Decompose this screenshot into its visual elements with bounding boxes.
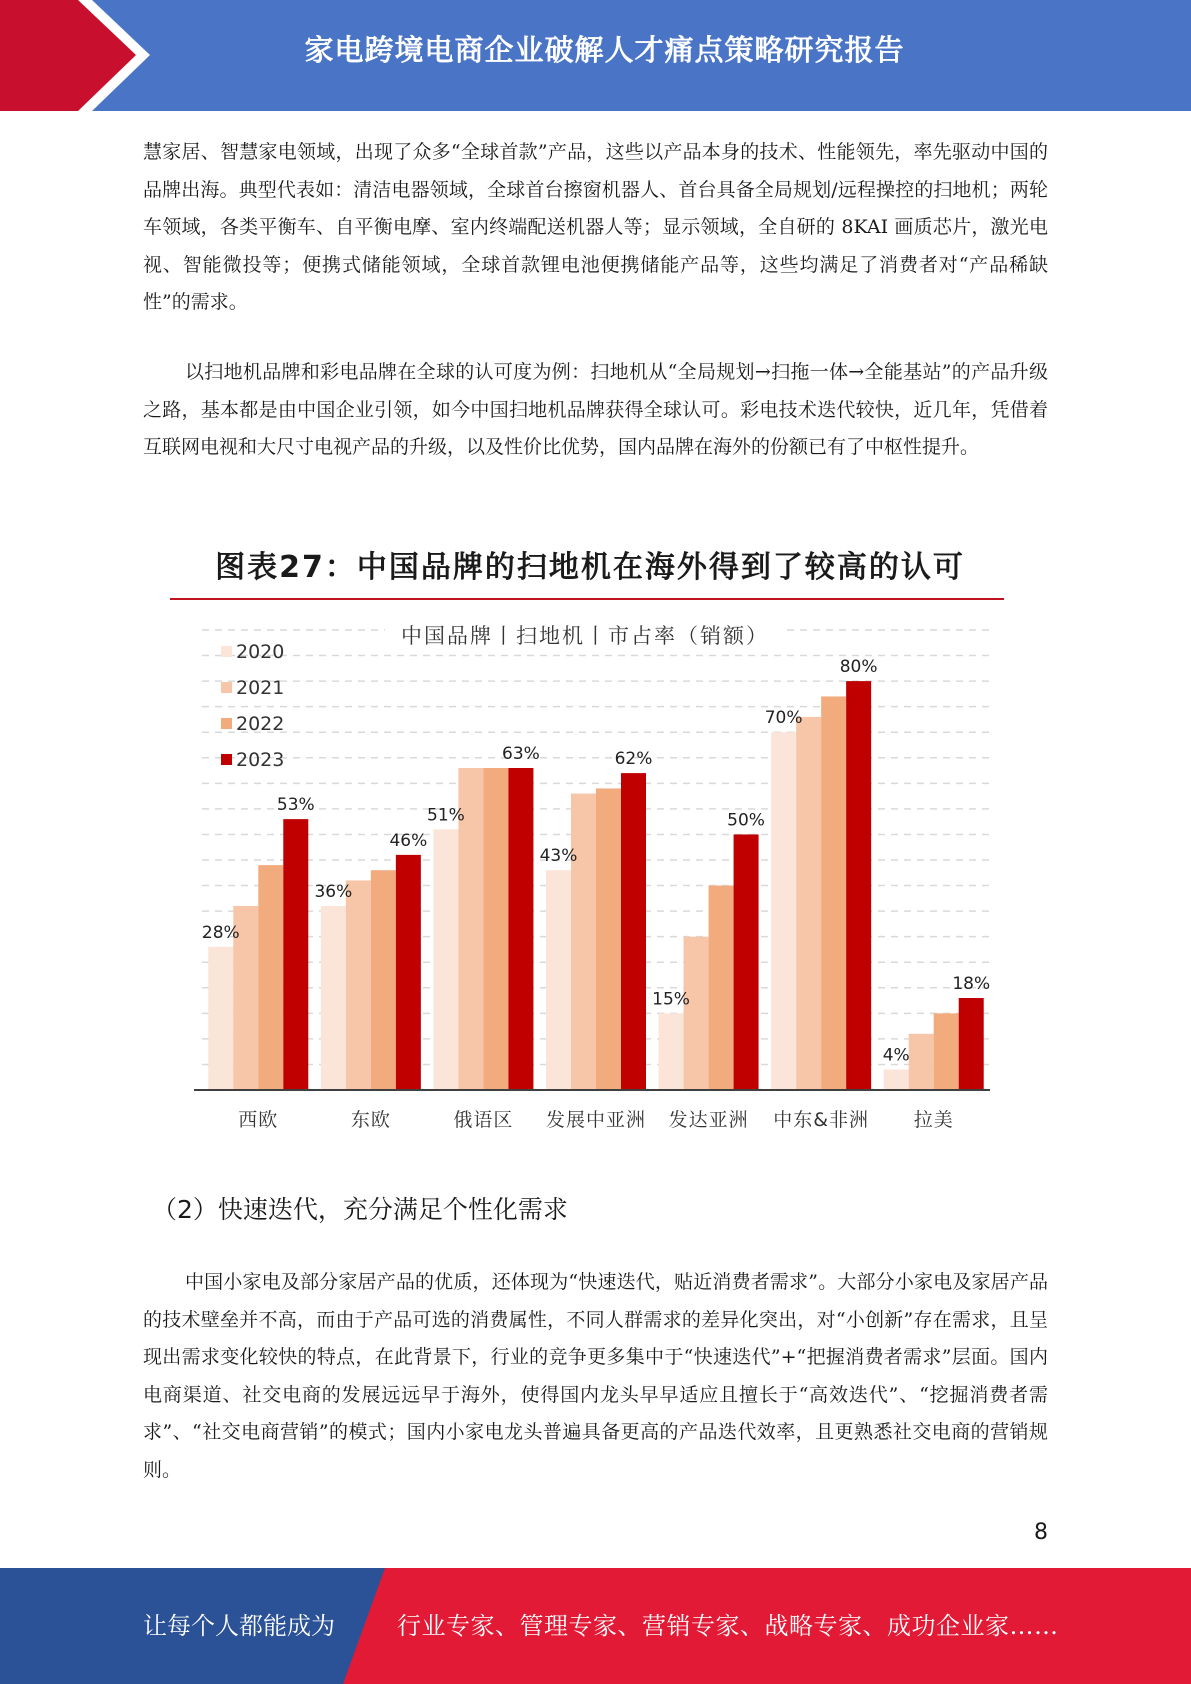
legend-label: 2023 xyxy=(236,749,285,771)
bar-2021 xyxy=(346,880,371,1090)
bar-2020 xyxy=(433,829,458,1090)
bar-2020 xyxy=(771,732,796,1090)
bar-2023 xyxy=(621,773,646,1090)
page-footer xyxy=(0,1568,1191,1684)
data-label: 18% xyxy=(952,974,991,994)
figure-title: 图表27：中国品牌的扫地机在海外得到了较高的认可 xyxy=(215,550,965,585)
x-tick-label: 中东&非洲 xyxy=(773,1109,870,1131)
bar-2020 xyxy=(208,947,233,1090)
bar-2023 xyxy=(846,681,871,1090)
data-label: 46% xyxy=(389,830,428,851)
market-share-bar-chart xyxy=(170,610,1010,1150)
bar-2022 xyxy=(483,768,508,1090)
bar-2022 xyxy=(821,696,846,1090)
legend-swatch xyxy=(221,646,232,657)
paragraph-3: 中国小家电及部分家居产品的优质，还体现为“快速迭代，贴近消费者需求”。大部分小家电及家居产品的技术壁垒并不高，而由于产品可选的消费属性，不同人群需求的差异化突出，对“小创新”存在需求，且呈现出需求变化较快的特点，在此背景下，行业的竞争更多集中于“快速迭代”+“把握消费者需求”层面。国内电商渠道、社交电商的发展远远早于海外，使得国内龙头早早适应且擅长于“高效迭代”、“挖掘消费者需求”、“社交电商营销”的模式；国内小家电龙头普遍具备更高的产品迭代效率，且更熟悉社交电商的营销规则。 xyxy=(143,1271,1048,1481)
data-label: 80% xyxy=(839,657,878,678)
data-label: 4% xyxy=(882,1045,910,1066)
footer-slogan-right: 行业专家、管理专家、营销专家、战略专家、成功企业家…… xyxy=(397,1612,1059,1640)
page-header xyxy=(0,0,1191,111)
bar-2020 xyxy=(321,906,346,1090)
page-number: 8 xyxy=(1034,1520,1048,1545)
figure-title-rule xyxy=(170,598,1004,600)
chart-title: 中国品牌丨扫地机丨市占率（销额） xyxy=(401,624,769,648)
bar-2022 xyxy=(371,870,396,1090)
paragraph-1: 慧家居、智慧家电领域，出现了众多“全球首款”产品，这些以产品本身的技术、性能领先，率先驱动中国的品牌出海。典型代表如：清洁电器领域，全球首台擦窗机器人、首台具备全局规划/远程操控的扫地机；两轮车领域，各类平衡车、自平衡电摩、室内终端配送机器人等；显示领域，全自研的 8KAI 画质芯片，激光电视、智能微投等；便携式储能领域，全球首款锂电池便携储能产品等，这些均满足了消费者对“产品稀缺性”的需求。 xyxy=(143,141,1048,314)
bar-2022 xyxy=(258,865,283,1090)
legend-swatch xyxy=(221,682,232,693)
x-tick-label: 拉美 xyxy=(913,1109,954,1131)
legend-swatch xyxy=(221,754,232,765)
legend-swatch xyxy=(221,718,232,729)
legend-label: 2022 xyxy=(236,713,285,735)
bar-2023 xyxy=(396,855,421,1090)
legend-label: 2021 xyxy=(236,677,285,699)
paragraph-2: 以扫地机品牌和彩电品牌在全球的认可度为例：扫地机从“全局规划→扫拖一体→全能基站”的产品升级之路，基本都是由中国企业引领，如今中国扫地机品牌获得全球认可。彩电技术迭代较快，近几年，凭借着互联网电视和大尺寸电视产品的升级，以及性价比优势，国内品牌在海外的份额已有了中枢性提升。 xyxy=(143,361,1048,459)
legend-label: 2020 xyxy=(236,641,285,663)
bar-2022 xyxy=(596,788,621,1090)
x-tick-label: 俄语区 xyxy=(453,1109,514,1131)
bar-2023 xyxy=(734,834,759,1090)
bar-2020 xyxy=(659,1013,684,1090)
data-label: 63% xyxy=(502,744,540,764)
footer-slogan-left: 让每个人都能成为 xyxy=(143,1612,335,1640)
bar-2023 xyxy=(283,819,308,1090)
bar-2022 xyxy=(934,1013,959,1090)
data-label: 28% xyxy=(201,922,240,943)
x-tick-label: 东欧 xyxy=(350,1109,391,1131)
data-label: 53% xyxy=(276,795,315,816)
data-label: 51% xyxy=(427,805,465,826)
x-tick-label: 西欧 xyxy=(238,1109,279,1131)
data-label: 70% xyxy=(764,708,803,729)
bar-2020 xyxy=(546,870,571,1090)
x-tick-label: 发展中亚洲 xyxy=(545,1109,647,1131)
bar-2020 xyxy=(884,1070,909,1090)
x-tick-label: 发达亚洲 xyxy=(668,1109,749,1131)
bar-2022 xyxy=(709,886,734,1090)
bar-2021 xyxy=(684,937,709,1090)
data-label: 36% xyxy=(314,882,353,902)
report-title: 家电跨境电商企业破解人才痛点策略研究报告 xyxy=(304,33,905,67)
bar-2021 xyxy=(909,1034,934,1090)
data-label: 50% xyxy=(727,810,765,831)
section-heading: （2）快速迭代，充分满足个性化需求 xyxy=(152,1195,568,1224)
data-label: 15% xyxy=(652,989,690,1010)
bar-2021 xyxy=(796,717,821,1090)
bar-2023 xyxy=(959,998,984,1090)
data-label: 62% xyxy=(614,749,653,770)
bar-2021 xyxy=(571,794,596,1090)
data-label: 43% xyxy=(539,846,578,867)
bar-2023 xyxy=(508,768,533,1090)
